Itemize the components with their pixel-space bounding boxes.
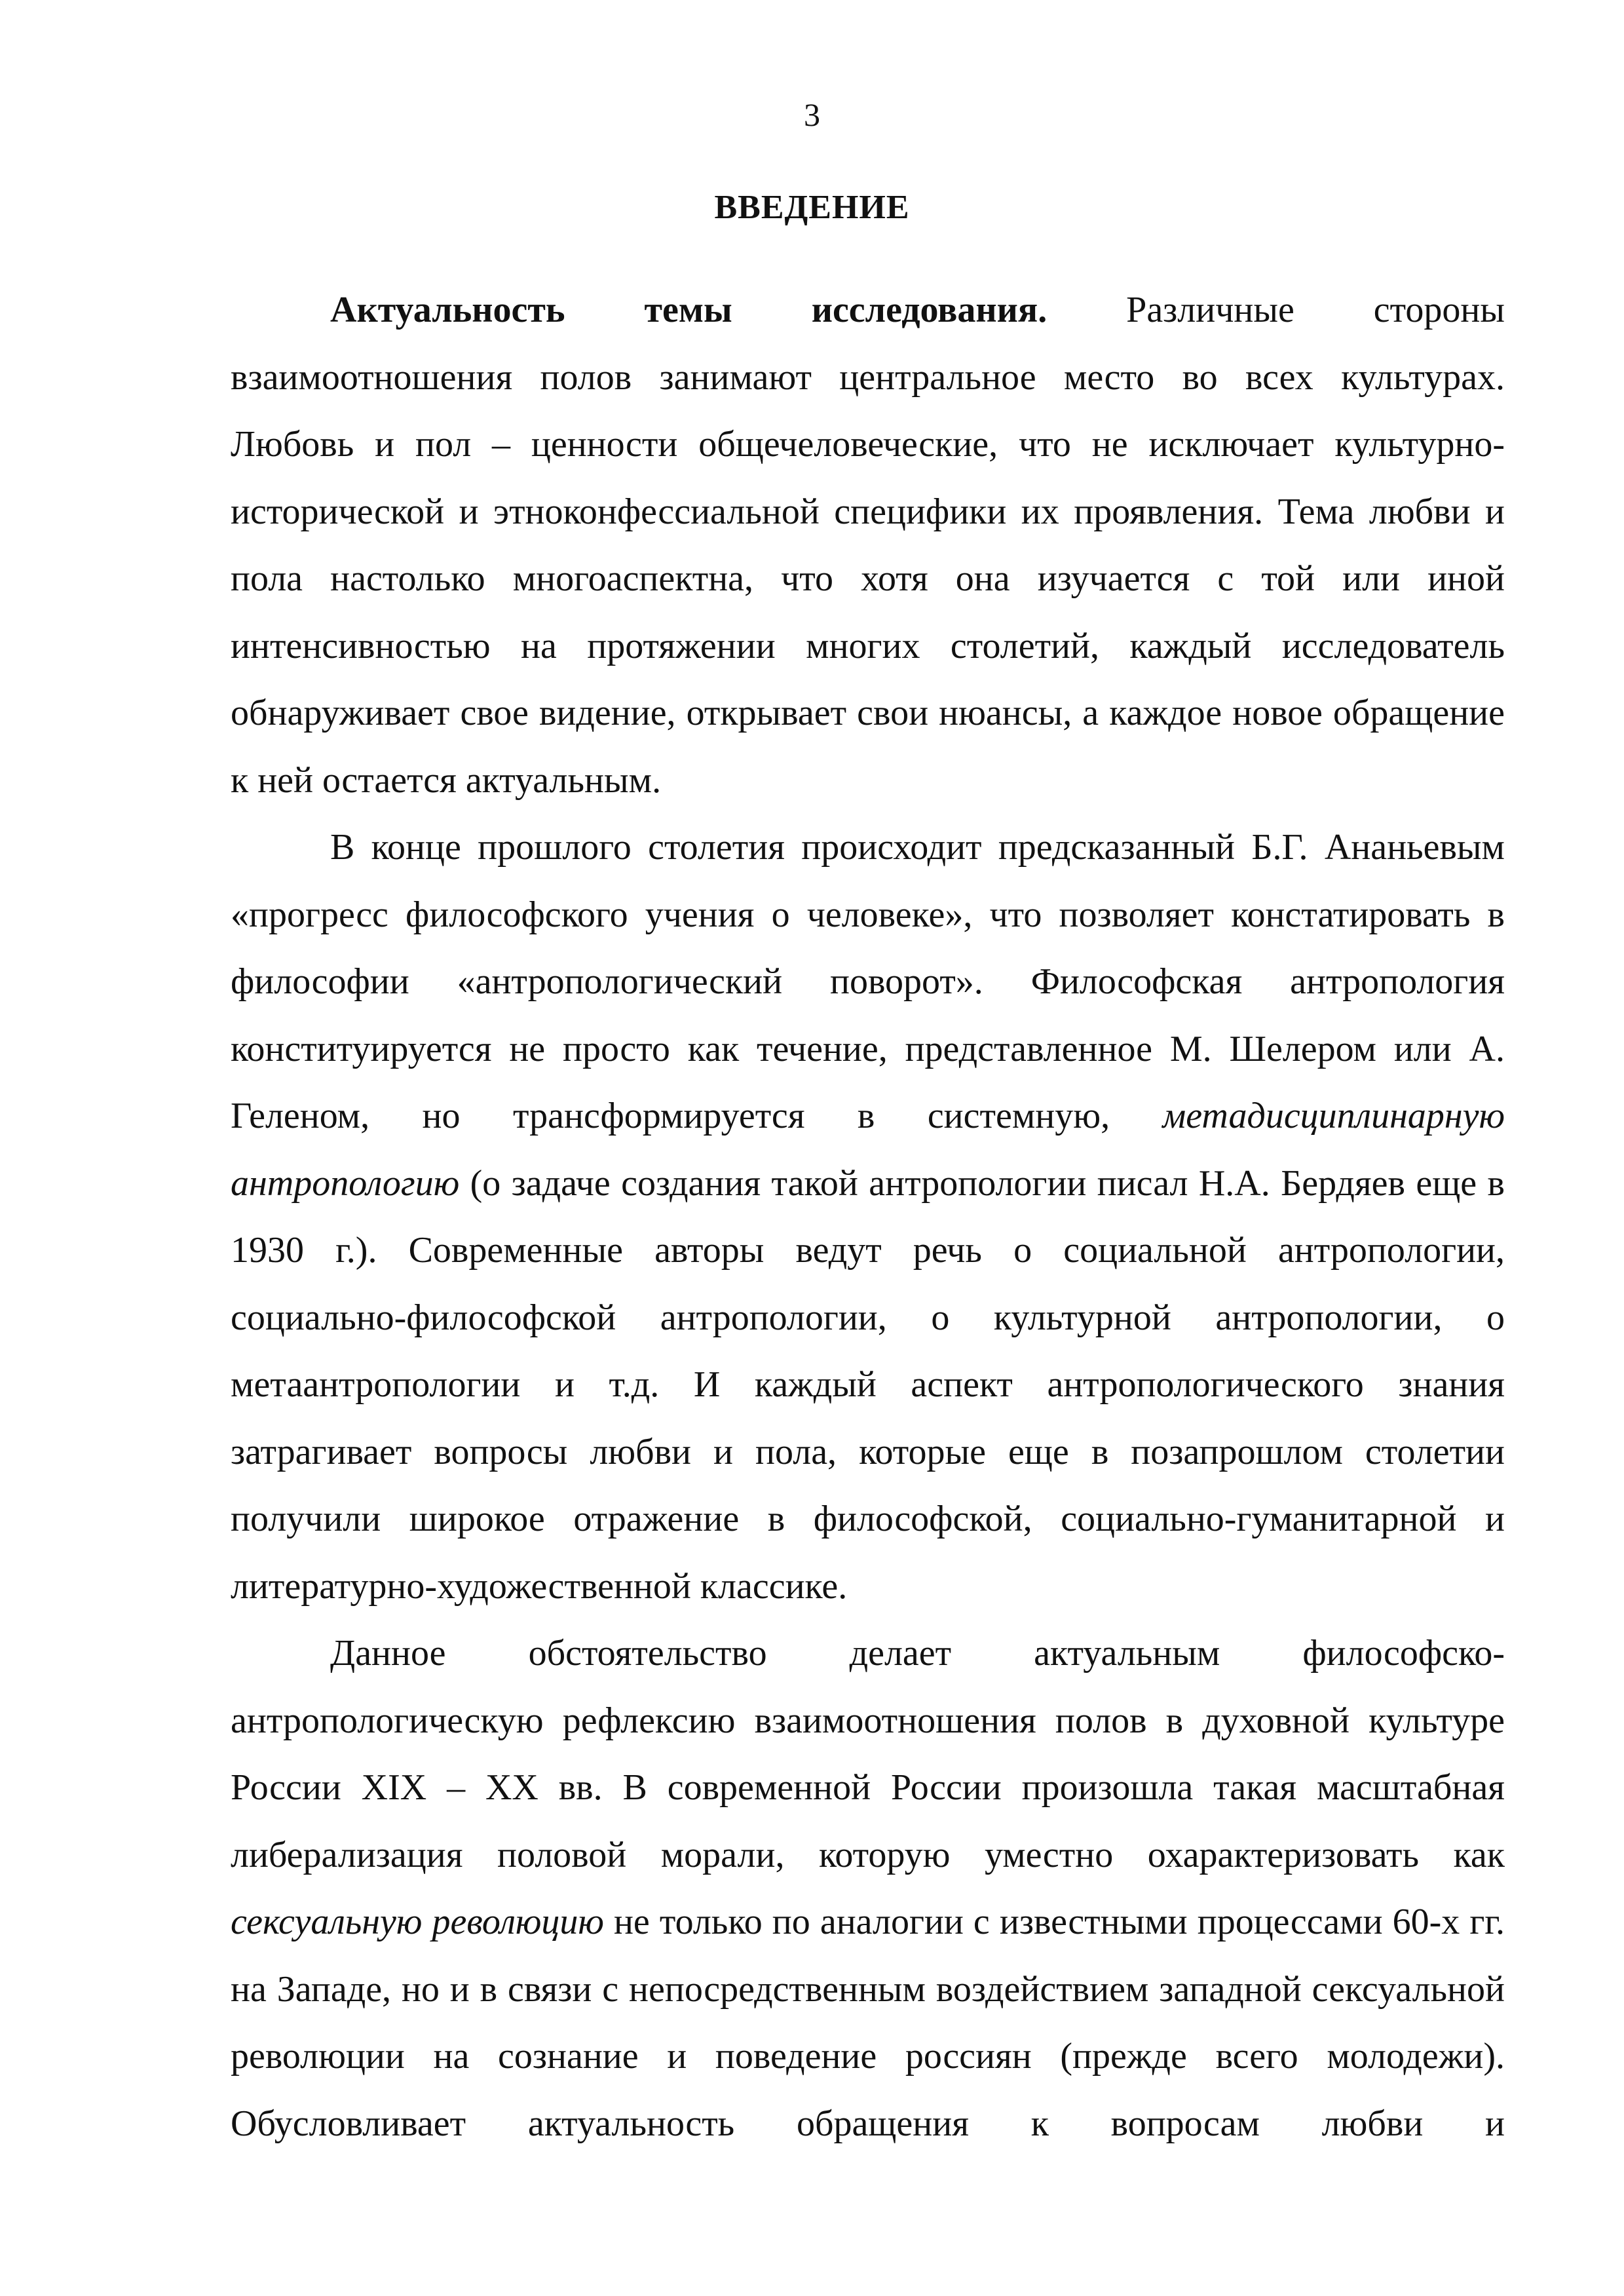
paragraph-italic-term: метадисциплинарную антропологию bbox=[231, 1096, 1505, 1204]
paragraph-lead-bold: Актуальность темы исследования. bbox=[330, 290, 1048, 330]
paragraph-italic-term: сексуальную революцию bbox=[231, 1902, 604, 1942]
paragraph-text: не только по аналогии с известными процессами 60-х гг. на Западе, но и в связи с непосредственным воздействием западной сексуальной революции на сознание и поведение россиян (прежде всего молодежи). Обусловливает актуальность обращения к вопросам любви и bbox=[231, 1902, 1505, 2144]
page-number: 3 bbox=[804, 96, 820, 133]
paragraph-text: В конце прошлого столетия происходит предсказанный Б.Г. Ананьевым «прогресс философского учения о человеке», что позволяет констатировать в философии «антропологический поворот». Философская антропология конституируется не просто как течение, представленное М. Шелером или А. Геленом, но трансформируется в системную, bbox=[231, 827, 1505, 1136]
paragraph-relevance bbox=[231, 277, 1505, 814]
body-text bbox=[231, 277, 1505, 2157]
paragraph-anthropological-turn bbox=[231, 814, 1505, 1620]
section-heading: ВВЕДЕНИЕ bbox=[714, 189, 910, 226]
paragraph-text: Данное обстоятельство делает актуальным философско-антропологическую рефлексию взаимоотношения полов в духовной культуре России XIX – XX вв. В современной России произошла такая масштабная либерализация половой морали, которую уместно охарактеризовать как bbox=[231, 1633, 1505, 1875]
paragraph-sexual-revolution bbox=[231, 1620, 1505, 2157]
paragraph-text: (о задаче создания такой антропологии писал Н.А. Бердяев еще в 1930 г.). Современные авторы ведут речь о социальной антропологии, социально-философской антропологии, о культурной антропологии, о метаантропологии и т.д. И каждый аспект антропологического знания затрагивает вопросы любви и пола, которые еще в позапрошлом столетии получили широкое отражение в философской, социально-гуманитарной и литературно-художественной классике. bbox=[231, 1162, 1505, 1607]
paragraph-text: Различные стороны взаимоотношения полов занимают центральное место во всех культурах. Любовь и пол – ценности общечеловеческие, что не исключает культурно-исторической и этноконфессиальной специфики их проявления. Тема любви и пола настолько многоаспектна, что хотя она изучается с той или иной интенсивностью на протяжении многих столетий, каждый исследователь обнаруживает свое видение, открывает свои нюансы, а каждое новое обращение к ней остается актуальным. bbox=[231, 290, 1505, 801]
